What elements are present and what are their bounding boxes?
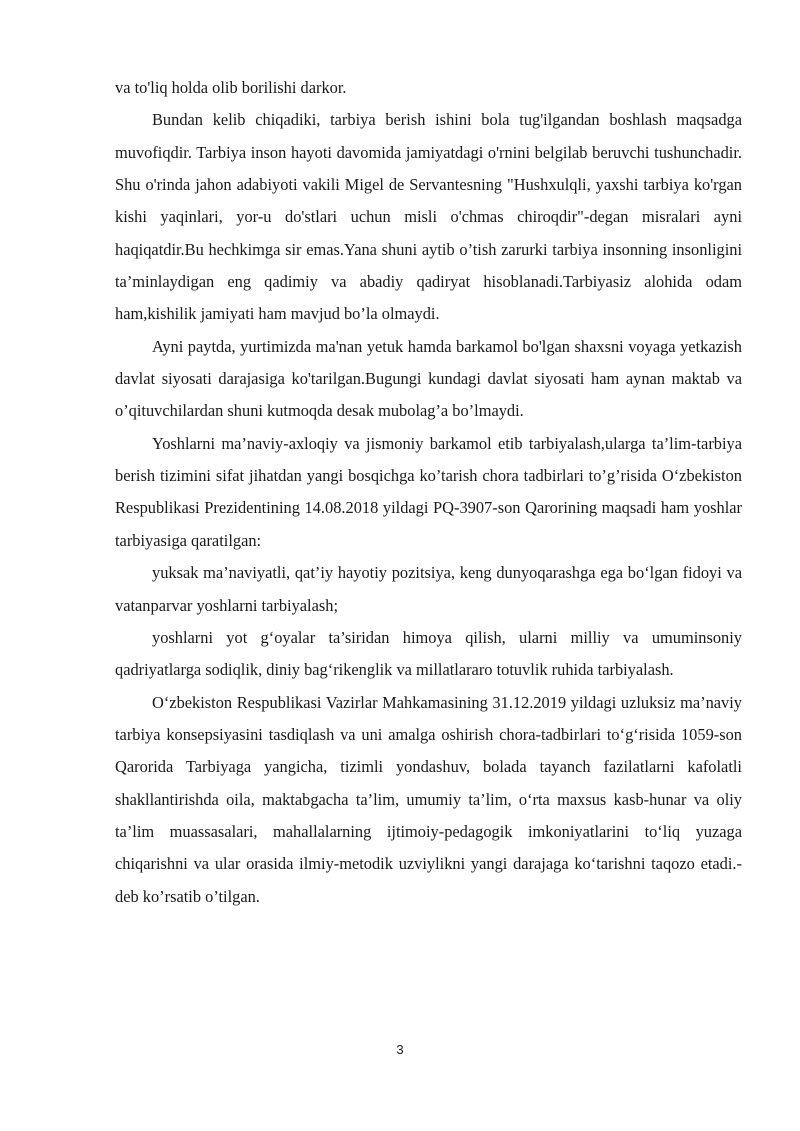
paragraph-cabinet-resolution: O‘zbekiston Respublikasi Vazirlar Mahkamasining 31.12.2019 yildagi uzluksiz ma’naviy tarbiya konsepsiyasini tasdiqlash va uni amalga oshirish chora-tadbirlari to‘g‘risida 1059-son Qarorida Tarbiyaga yangicha, tizimli yondashuv, bolada tayanch fazilatlarni kafolatli shakllantirishda oila, maktabgacha ta’lim, umumiy ta’lim, o‘rta maxsus kasb-hunar va oliy ta’lim muassasalari, mahallalarning ijtimoiy-pedagogik imkoniyatlarini to‘liq yuzaga chiqarishni va ular orasida ilmiy-metodik uzviylikni yangi darajaga ko‘tarishni taqozo etadi.-deb ko’rsatib o’tilgan. bbox=[115, 692, 742, 906]
page-number: 3 bbox=[396, 1042, 404, 1057]
paragraph-tarbiya-definition: Bundan kelib chiqadiki, tarbiya berish ishini bola tug'ilgandan boshlash maqsadga muvofiqdir. Tarbiya inson hayoti davomida jamiyatdagi o'rnini belgilab beruvchi tushunchadir. Shu o'rinda jahon adabiyoti vakili Migel de Servantesning "Hushxulqli, yaxshi tarbiya ko'rgan kishi yaqinlari, yor-u do'stlari uchun misli o'chmas chiroqdir"-degan misralari ayni haqiqatdir.Bu hechkimga sir emas.Yana shuni aytib o’tish zarurki tarbiya insonning insonligini ta’minlaydigan eng qadimiy va abadiy qadiryat hisoblanadi.Tarbiyasiz alohida odam ham,kishilik jamiyati ham mavjud bo’la olmaydi. bbox=[115, 110, 742, 324]
paragraph-list-item-2: yoshlarni yot g‘oyalar ta’siridan himoya qilish, ularni milliy va umuminsoniy qadriyatlarga sodiqlik, diniy bag‘rikenglik va millatlararo totuvlik ruhida tarbiyalash. bbox=[115, 627, 742, 680]
paragraph-continuation: va to'liq holda olib borilishi darkor. bbox=[115, 78, 347, 97]
paragraph-state-policy: Ayni paytda, yurtimizda ma'nan yetuk hamda barkamol bo'lgan shaxsni voyaga yetkazish davlat siyosati darajasiga ko'tarilgan.Bugungi kundagi davlat siyosati ham aynan maktab va o’qituvchilardan shuni kutmoqda desak mubolag’a bo’lmaydi. bbox=[115, 336, 742, 421]
document-page bbox=[115, 72, 742, 913]
paragraph-list-item-1: yuksak ma’naviyatli, qat’iy hayotiy pozitsiya, keng dunyoqarashga ega bo‘lgan fidoyi va vatanparvar yoshlarni tarbiyalash; bbox=[115, 563, 742, 615]
paragraph-presidential-decree: Yoshlarni ma’naviy-axloqiy va jismoniy barkamol etib tarbiyalash,ularga ta’lim-tarbiya berish tizimini sifat jihatdan yangi bosqichga ko’tarish chora tadbirlari to’g’risida O‘zbekiston Respublikasi Prezidentining 14.08.2018 yildagi PQ-3907-son Qarorining maqsadi ham yoshlar tarbiyasiga qaratilgan: bbox=[115, 433, 742, 550]
